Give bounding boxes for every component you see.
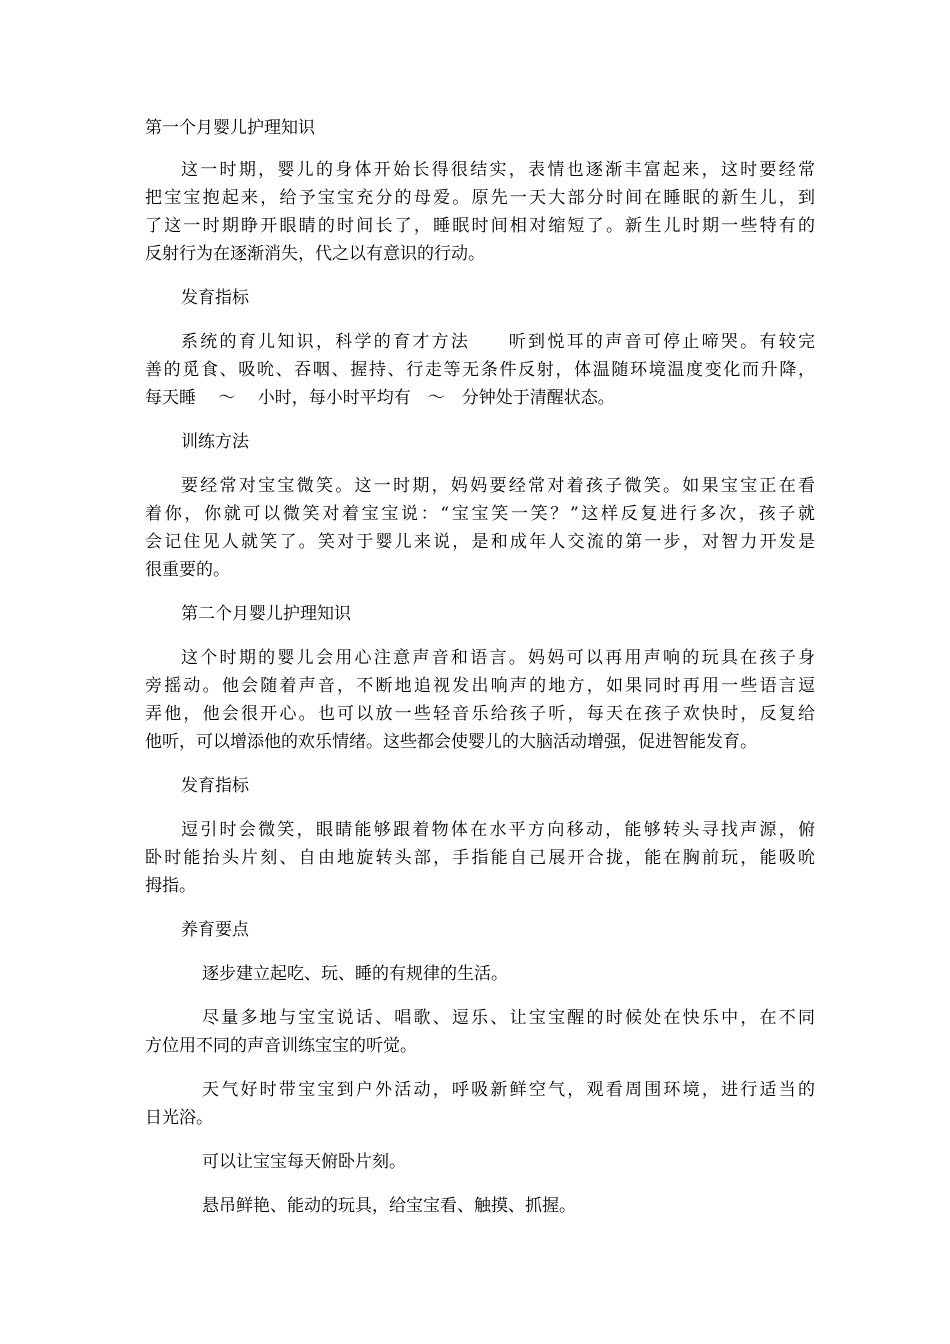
paragraph-line: 着你，你就可以微笑对着宝宝说：“宝宝笑一笑？”这样反复进行多次，孩子就: [145, 504, 815, 524]
subheading-development: 发育指标: [181, 288, 249, 308]
subheading-training: 训练方法: [181, 432, 249, 452]
paragraph-line: 卧时能抬头片刻、自由地旋转头部，手指能自己展开合拢，能在胸前玩，能吸吮: [145, 848, 815, 868]
care-point-line: 逐步建立起吃、玩、睡的有规律的生活。: [202, 964, 508, 984]
section-title-month-1: 第一个月婴儿护理知识: [145, 118, 315, 138]
paragraph-line: 旁摇动。他会随着声音，不断地追视发出响声的地方，如果同时再用一些语言逗: [145, 676, 815, 696]
paragraph-line: 每天睡 ～ 小时，每小时平均有 ～ 分钟处于清醒状态。: [145, 388, 615, 408]
care-point-line: 方位用不同的声音训练宝宝的听觉。: [145, 1036, 417, 1056]
care-point-line: 悬吊鲜艳、能动的玩具，给宝宝看、触摸、抓握。: [202, 1196, 576, 1216]
paragraph-line: 系统的育儿知识，科学的育才方法 听到悦耳的声音可停止啼哭。有较完: [181, 332, 815, 352]
paragraph-line: 要经常对宝宝微笑。这一时期，妈妈要经常对着孩子微笑。如果宝宝正在看: [181, 476, 815, 496]
paragraph-line: 他听，可以增添他的欢乐情绪。这些都会使婴儿的大脑活动增强，促进智能发育。: [145, 732, 757, 752]
care-point-line: 日光浴。: [145, 1108, 213, 1128]
paragraph-line: 弄他，他会很开心。也可以放一些轻音乐给孩子听，每天在孩子欢快时，反复给: [145, 704, 815, 724]
paragraph-line: 逗引时会微笑，眼睛能够跟着物体在水平方向移动，能够转头寻找声源，俯: [181, 820, 815, 840]
paragraph-line: 了这一时期睁开眼睛的时间长了，睡眠时间相对缩短了。新生儿时期一些特有的: [145, 216, 815, 236]
care-point-line: 可以让宝宝每天俯卧片刻。: [202, 1152, 406, 1172]
paragraph-line: 很重要的。: [145, 560, 230, 580]
paragraph-line: 这个时期的婴儿会用心注意声音和语言。妈妈可以再用声响的玩具在孩子身: [181, 648, 815, 668]
paragraph-line: 善的觅食、吸吮、吞咽、握持、行走等无条件反射，体温随环境温度变化而升降，: [145, 360, 815, 380]
section-title-month-2: 第二个月婴儿护理知识: [181, 604, 351, 624]
care-point-line: 尽量多地与宝宝说话、唱歌、逗乐、让宝宝醒的时候处在快乐中，在不同: [202, 1008, 815, 1028]
subheading-development-2: 发育指标: [181, 776, 249, 796]
paragraph-line: 把宝宝抱起来，给予宝宝充分的母爱。原先一天大部分时间在睡眠的新生儿，到: [145, 188, 815, 208]
paragraph-line: 这一时期，婴儿的身体开始长得很结实，表情也逐渐丰富起来，这时要经常: [181, 160, 815, 180]
paragraph-line: 拇指。: [145, 876, 196, 896]
paragraph-line: 反射行为在逐渐消失，代之以有意识的行动。: [145, 244, 485, 264]
care-point-line: 天气好时带宝宝到户外活动，呼吸新鲜空气，观看周围环境，进行适当的: [202, 1080, 815, 1100]
subheading-care-points: 养育要点: [181, 920, 249, 940]
paragraph-line: 会记住见人就笑了。笑对于婴儿来说，是和成年人交流的第一步，对智力开发是: [145, 532, 815, 552]
